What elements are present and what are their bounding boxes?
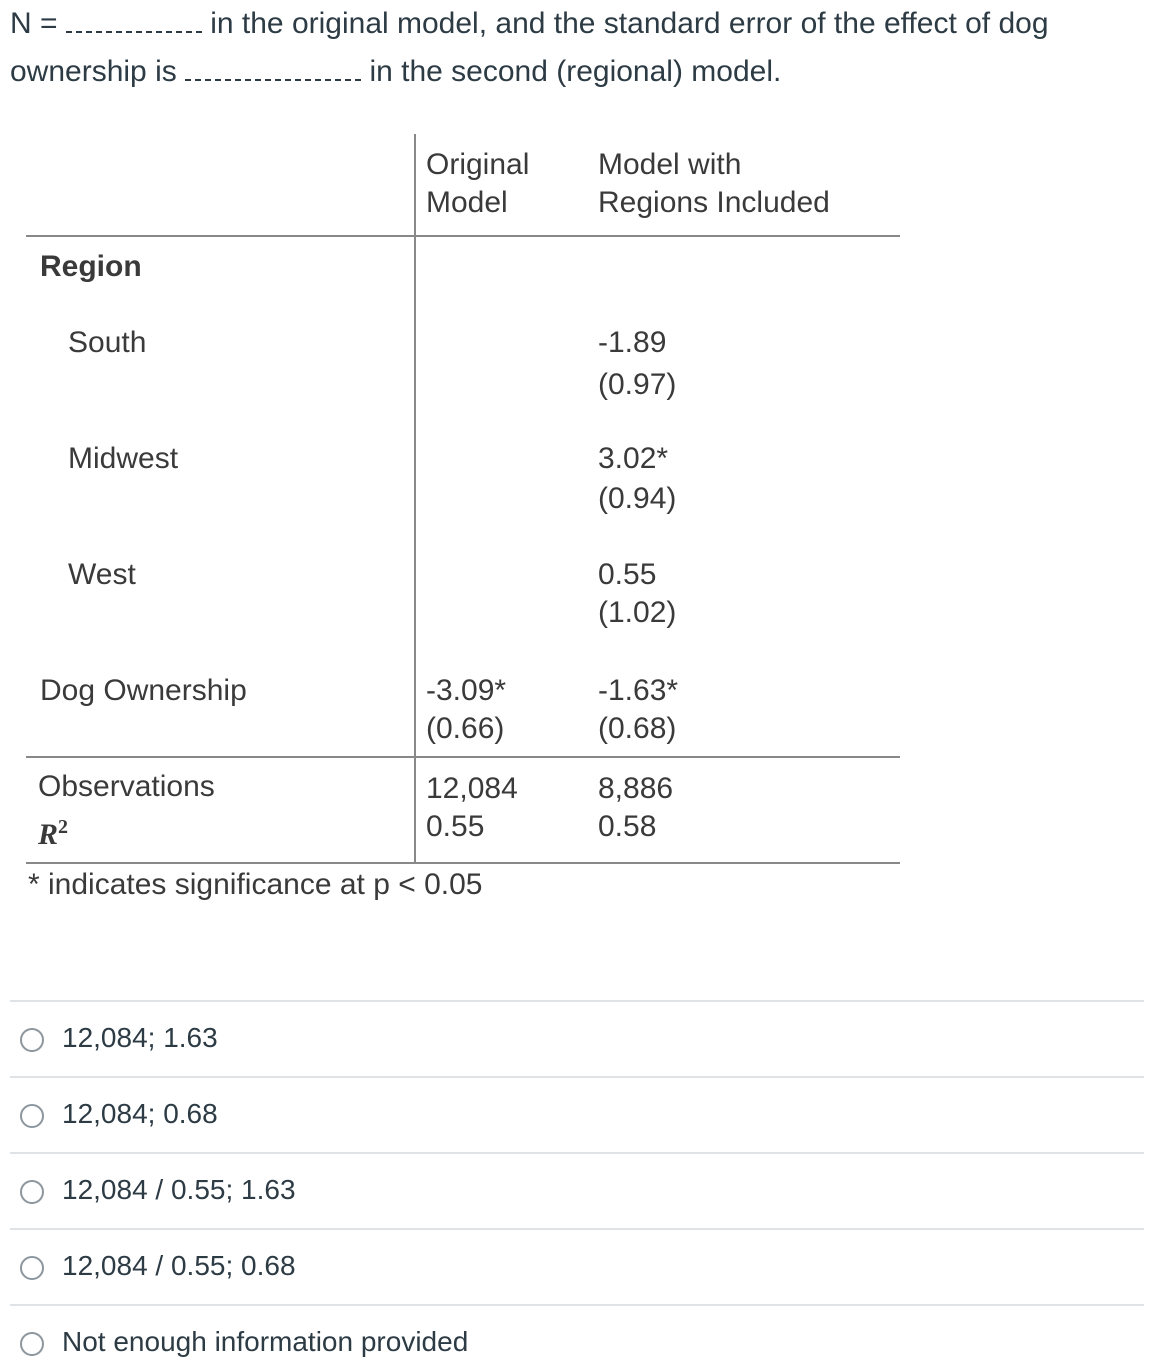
dog-original-coef: -3.09* (426, 674, 507, 707)
row-label-dog-ownership: Dog Ownership (40, 674, 247, 707)
radio-button-icon[interactable] (20, 1104, 44, 1128)
dog-original-se: (0.66) (426, 712, 505, 745)
answer-option-3[interactable] (10, 1152, 1144, 1228)
row-label-south: South (68, 326, 147, 359)
answer-option-label: Not enough information provided (62, 1326, 469, 1357)
radio-button-icon[interactable] (20, 1028, 44, 1052)
west-regions-coef: 0.55 (598, 558, 657, 591)
r2-superscript: 2 (58, 816, 69, 838)
dog-regions-se: (0.68) (598, 712, 677, 745)
regression-table (0, 130, 910, 920)
dog-regions-coef: -1.63* (598, 674, 679, 707)
west-regions-se: (1.02) (598, 596, 677, 629)
question-line-1-rest: in the original model, and the standard error of the effect of dog (210, 7, 1049, 40)
r2-letter: R (38, 818, 59, 851)
blank-2 (185, 55, 361, 81)
answer-option-2[interactable] (10, 1076, 1144, 1152)
regions-observations: 8,886 (598, 772, 674, 805)
blank-1 (66, 7, 202, 33)
question-ownership-label: ownership is (10, 55, 177, 88)
question-line-1 (10, 0, 1049, 48)
midwest-regions-coef: 3.02* (598, 442, 669, 475)
answer-option-1[interactable] (10, 1000, 1144, 1076)
question-n-label: N = (10, 7, 58, 40)
answer-option-label: 12,084; 0.68 (62, 1098, 218, 1129)
original-observations: 12,084 (426, 772, 518, 805)
table-bottom-rule (26, 862, 900, 864)
original-r2: 0.55 (426, 810, 485, 843)
answer-option-label: 12,084 / 0.55; 1.63 (62, 1174, 296, 1205)
header-regions-line-2: Regions Included (598, 186, 830, 219)
row-label-midwest: Midwest (68, 442, 179, 475)
answer-option-label: 12,084 / 0.55; 0.68 (62, 1250, 296, 1281)
radio-button-icon[interactable] (20, 1332, 44, 1356)
answer-option-label: 12,084; 1.63 (62, 1022, 218, 1053)
question-line-2-rest: in the second (regional) model. (369, 55, 782, 88)
south-regions-se: (0.97) (598, 368, 677, 401)
radio-button-icon[interactable] (20, 1180, 44, 1204)
region-heading: Region (40, 250, 142, 283)
header-original-line-2: Model (426, 186, 508, 219)
answer-option-5[interactable] (10, 1304, 1144, 1360)
answer-option-4[interactable] (10, 1228, 1144, 1304)
table-header-rule (26, 235, 900, 237)
table-vertical-divider (414, 134, 416, 864)
significance-footnote: * indicates significance at p < 0.05 (28, 868, 483, 901)
midwest-regions-se: (0.94) (598, 482, 677, 515)
table-stats-rule (26, 756, 900, 758)
south-regions-coef: -1.89 (598, 326, 667, 359)
header-original-line-1: Original (426, 148, 530, 181)
radio-button-icon[interactable] (20, 1256, 44, 1280)
question-line-2 (10, 48, 781, 96)
row-label-west: West (68, 558, 136, 591)
regions-r2: 0.58 (598, 810, 657, 843)
observations-label: Observations (38, 770, 215, 803)
header-regions-line-1: Model with (598, 148, 742, 181)
r2-label (38, 808, 68, 854)
